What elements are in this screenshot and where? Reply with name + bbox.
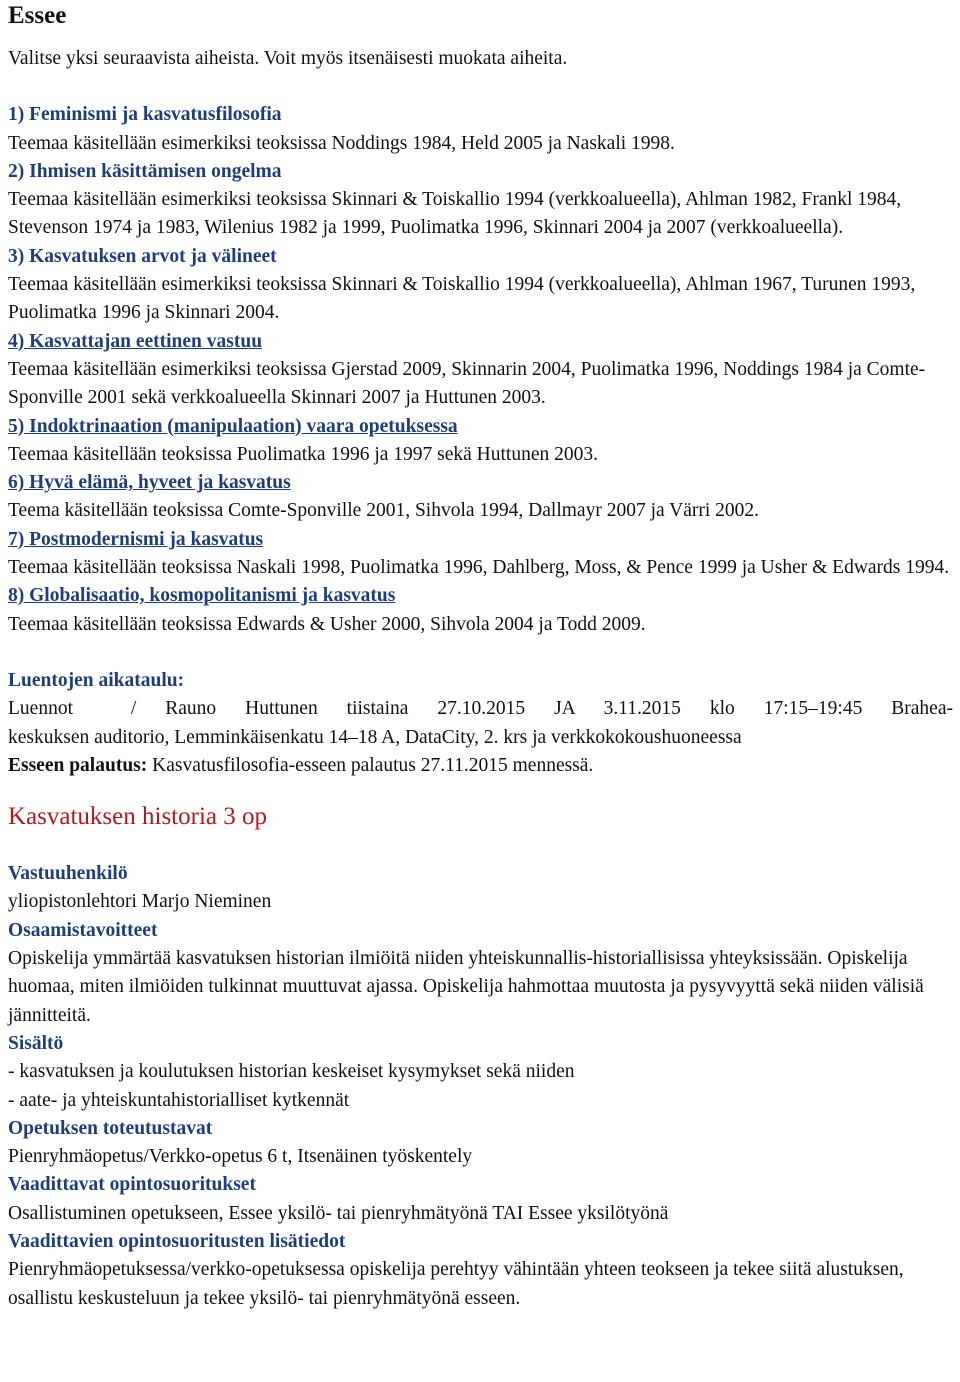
topic-item-3 <box>8 243 953 328</box>
section-text: Opiskelija ymmärtää kasvatuksen historian ilmiöitä niiden yhteiskunnallis-historiallisissa yhteyksissään. Opiskelija huomaa, miten ilmiöiden tulkinnat muuttuvat ajassa. Opiskelija hahmottaa muutosta ja pysyvyyttä sekä niiden välisiä jännitteitä. <box>8 948 924 1026</box>
return-label: Esseen palautus: <box>8 754 148 776</box>
essee-intro: Valitse yksi seuraavista aiheista. Voit myös itsenäisesti muokata aiheita. <box>8 48 568 69</box>
schedule-line-1: Luennot / Rauno Huttunen tiistaina 27.10.2015 JA 3.11.2015 klo 17:15–19:45 Brahea- <box>8 698 953 720</box>
topic-list <box>8 101 953 639</box>
section-label-osaamistavoitteet: Osaamistavoitteet <box>8 919 158 941</box>
topic-text: Teema käsitellään teoksissa Comte-Sponville 2001, Sihvola 1994, Dallmayr 2007 ja Värri 2002. <box>8 500 760 522</box>
section-text: yliopistonlehtori Marjo Nieminen <box>8 891 272 913</box>
section-label-toteutustavat: Opetuksen toteutustavat <box>8 1117 213 1139</box>
schedule-line-2: keskuksen auditorio, Lemminkäisenkatu 14–18 A, DataCity, 2. krs ja verkkokokoushuoneessa <box>8 726 742 748</box>
course-title: Kasvatuksen historia 3 op <box>8 803 267 831</box>
topic-text: Teemaa käsitellään esimerkiksi teoksissa Gjerstad 2009, Skinnarin 2004, Puolimatka 1996, Noddings 1984 ja Comte-Sponville 2001 sekä verkkoalueella Skinnari 2007 ja Huttunen 2003. <box>8 358 926 409</box>
topic-text: Teemaa käsitellään teoksissa Edwards & Usher 2000, Sihvola 2004 ja Todd 2009. <box>8 613 646 635</box>
topic-item-6 <box>8 469 953 526</box>
section-label-vastuuhenkilo: Vastuuhenkilö <box>8 863 128 885</box>
topic-heading: 7) Postmodernismi ja kasvatus <box>8 528 264 550</box>
topic-heading: 3) Kasvatuksen arvot ja välineet <box>8 245 277 267</box>
section-text: Pienryhmäopetuksessa/verkko-opetuksessa opiskelija perehtyy vähintään yhteen teokseen ja tekee siitä alustuksen, osallistu keskusteluun ja tekee yksilö- tai pienryhmätyönä esseen. <box>8 1259 904 1309</box>
section-text: - kasvatuksen ja koulutuksen historian keskeiset kysymykset sekä niiden <box>8 1061 575 1083</box>
section-label-sisalto: Sisältö <box>8 1032 64 1054</box>
section-text: - aate- ja yhteiskuntahistorialliset kytkennät <box>8 1089 350 1111</box>
topic-heading: 4) Kasvattajan eettinen vastuu <box>8 330 263 352</box>
return-text: Kasvatusfilosofia-esseen palautus 27.11.2015 mennessä. <box>147 754 594 776</box>
topic-item-8 <box>8 582 953 639</box>
topic-text: Teemaa käsitellään esimerkiksi teoksissa Skinnari & Toiskallio 1994 (verkkoalueella), Ahlman 1967, Turunen 1993, Puolimatka 1996 ja Skinnari 2004. <box>8 274 916 324</box>
topic-text: Teemaa käsitellään esimerkiksi teoksissa Skinnari & Toiskallio 1994 (verkkoalueella), Ahlman 1982, Frankl 1984, Stevenson 1974 ja 1983, Wilenius 1982 ja 1999, Puolimatka 1996, Skinnari 2004 ja 2007 (verkkoalueella). <box>8 189 902 239</box>
topic-text: Teemaa käsitellään teoksissa Naskali 1998, Puolimatka 1996, Dahlberg, Moss, & Pence 1999 ja Usher & Edwards 1994. <box>8 557 950 579</box>
topic-item-2 <box>8 158 953 243</box>
topic-heading: 8) Globalisaatio, kosmopolitanismi ja kasvatus <box>8 585 396 607</box>
essee-title: Essee <box>8 2 67 29</box>
topic-heading: 2) Ihmisen käsittämisen ongelma <box>8 160 282 182</box>
topic-heading: 1) Feminismi ja kasvatusfilosofia <box>8 104 282 126</box>
topic-item-4 <box>8 328 953 413</box>
section-label-lisatiedot: Vaadittavien opintosuoritusten lisätiedot <box>8 1230 346 1252</box>
schedule-section <box>8 667 953 780</box>
topic-heading: 5) Indoktrinaation (manipulaation) vaara opetuksessa <box>8 415 458 437</box>
topic-item-7 <box>8 526 953 583</box>
topic-item-5 <box>8 413 953 470</box>
return-info <box>8 752 953 780</box>
section-text: Pienryhmäopetus/Verkko-opetus 6 t, Itsenäinen työskentely <box>8 1146 473 1168</box>
topic-heading: 6) Hyvä elämä, hyveet ja kasvatus <box>8 472 291 494</box>
section-label-opintosuoritukset: Vaadittavat opintosuoritukset <box>8 1174 256 1196</box>
course-details <box>8 860 953 1313</box>
topic-text: Teemaa käsitellään teoksissa Puolimatka 1996 ja 1997 sekä Huttunen 2003. <box>8 443 598 465</box>
section-text: Osallistuminen opetukseen, Essee yksilö- tai pienryhmätyönä TAI Essee yksilötyönä <box>8 1202 669 1224</box>
topic-text: Teemaa käsitellään esimerkiksi teoksissa Noddings 1984, Held 2005 ja Naskali 1998. <box>8 132 675 154</box>
schedule-label: Luentojen aikataulu: <box>8 669 185 691</box>
topic-item-1 <box>8 101 953 158</box>
document-page <box>8 0 953 1313</box>
